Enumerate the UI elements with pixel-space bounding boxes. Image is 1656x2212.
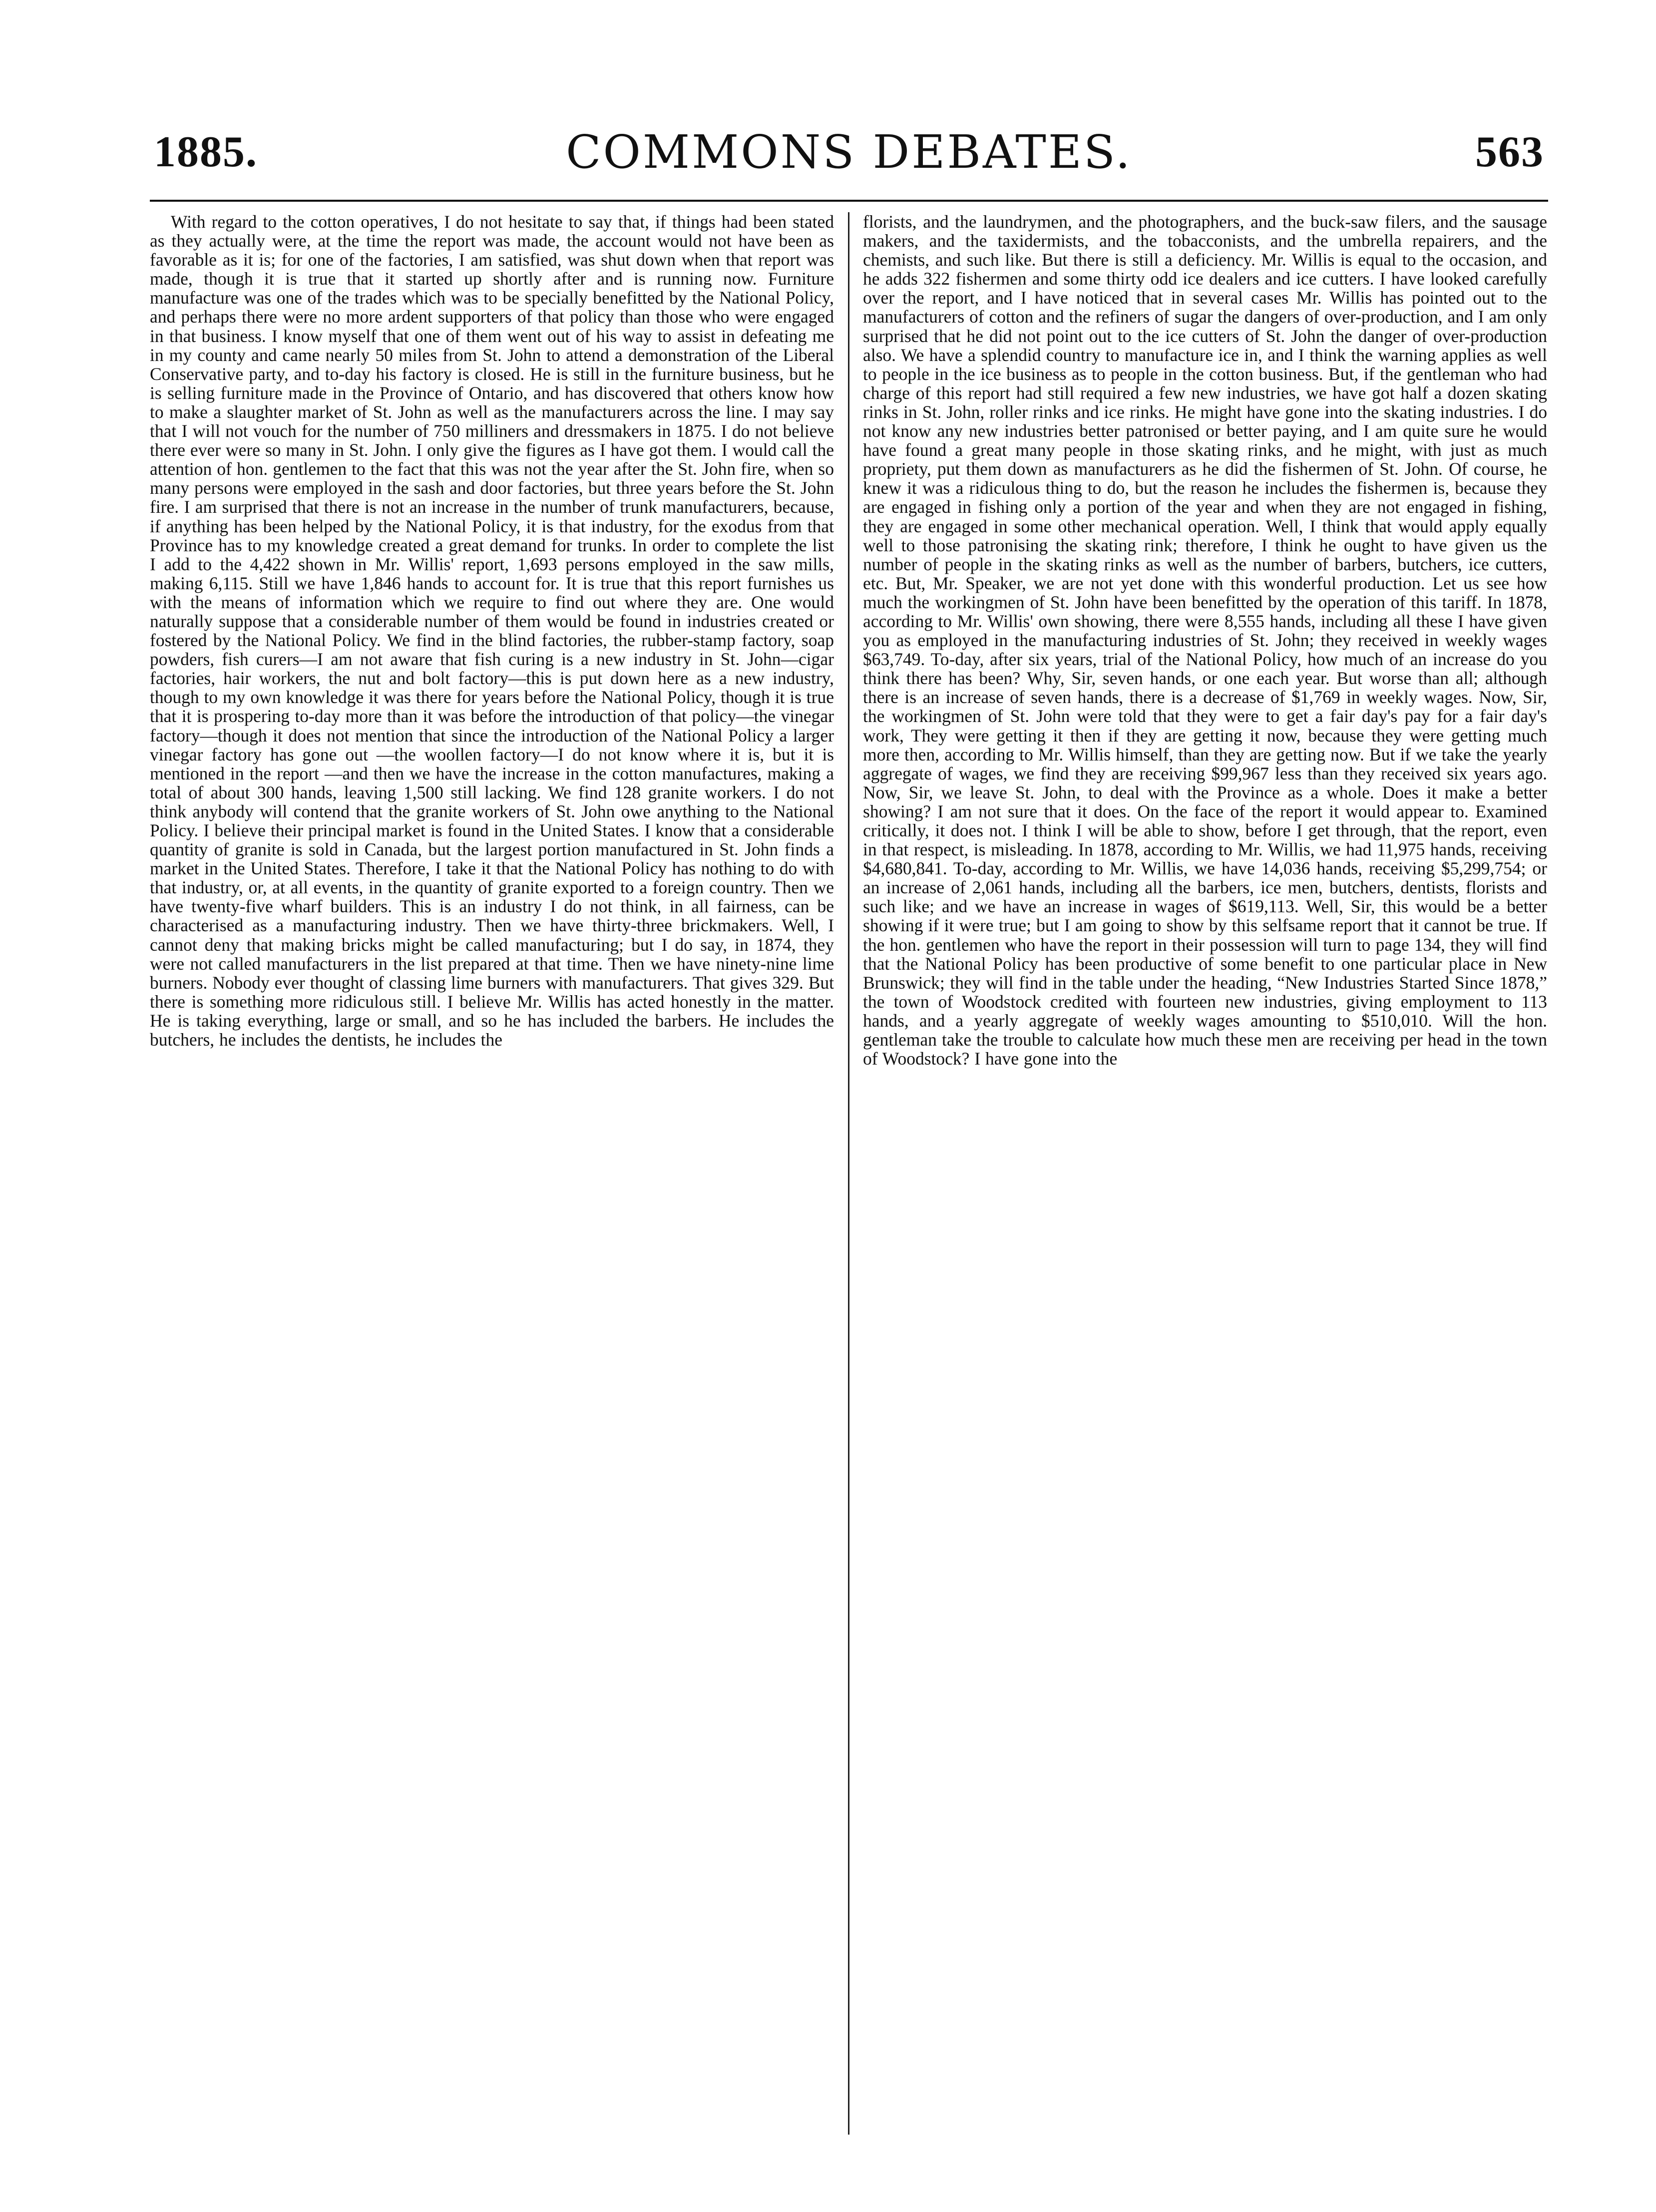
page-header — [150, 125, 1548, 185]
header-title: COMMONS DEBATES. — [566, 125, 1132, 179]
header-page-number: 563 — [1475, 128, 1544, 176]
page — [150, 125, 1548, 2142]
column-divider — [848, 212, 849, 2135]
text-column-left — [150, 212, 834, 2135]
header-year: 1885. — [154, 128, 258, 176]
column-left-text: With regard to the cotton operatives, I do not hesitate to say that, if things had been stated as they actually were, at the time the report was made, the account would not have been as favorable as it is; for one of the factories, I am satisfied, was shut down when that report was made, though it is true that it started up shortly after and is running now. Furniture manufacture was one of the trades which was to be specially benefitted by the National Policy, and perhaps there were no more ardent supporters of that policy than those who were engaged in that business. I know myself that one of them went out of his way to assist in defeating me in my county and came nearly 50 miles from St. John to attend a demonstration of the Liberal Conservative party, and to-day his factory is closed. He is still in the furniture business, but he is selling furniture made in the Province of Ontario, and has discovered that others know how to make a slaughter market of St. John as well as the manufacturers across the line. I may say that I will not vouch for the number of 750 milliners and dressmakers in 1875. I do not believe there ever were so many in St. John. I only give the figures as I have got them. I would call the attention of hon. gentlemen to the fact that this was not the year after the St. John fire, when so many persons were employed in the sash and door factories, but three years before the St. John fire. I am surprised that there is not an increase in the number of trunk manufacturers, because, if anything has been helped by the National Policy, it is that industry, for the exodus from that Province has to my knowledge created a great demand for trunks. In order to complete the list I add to the 4,422 shown in Mr. Willis' report, 1,693 persons employed in the saw mills, making 6,115. Still we have 1,846 hands to account for. It is true that this report furnishes us with the means of information which we require to find out where they are. One would naturally suppose that a considerable number of them would be found in industries created or fostered by the National Policy. We find in the blind factories, the rubber-stamp factory, soap powders, fish curers—I am not aware that fish curing is a new industry in St. John—cigar factories, hair workers, the nut and bolt factory—this is put down here as a new industry, though to my own knowledge it was there for years before the National Policy, though it is true that it is prospering to-day more than it was before the introduction of that policy—the vinegar factory—though it does not mention that since the introduction of the National Policy a larger vinegar factory has gone out —the woollen factory—I do not know where it is, but it is mentioned in the report —and then we have the increase in the cotton manufactures, making a total of about 300 hands, leaving 1,500 still lacking. We find 128 granite workers. I do not think anybody will contend that the granite workers of St. John owe anything to the National Policy. I believe their principal market is found in the United States. I know that a considerable quantity of granite is sold in Canada, but the largest portion manufactured in St. John finds a market in the United States. Therefore, I take it that the National Policy has nothing to do with that industry, or, at all events, in the quantity of granite exported to a foreign country. Then we have twenty-five wharf builders. This is an industry I do not think, in all fairness, can be characterised as a manufacturing industry. Then we have thirty-three brickmakers. Well, I cannot deny that making bricks might be called manufacturing; but I do say, in 1874, they were not called manufacturers in the list prepared at that time. Then we have ninety-nine lime burners. Nobody ever thought of classing lime burners with manufacturers. That gives 329. But there is something more ridiculous still. I believe Mr. Willis has acted honestly in the matter. He is taking everything, large or small, and so he has included the barbers. He includes the butchers, he includes the dentists, he includes the — [150, 212, 834, 1050]
column-right-text: florists, and the laundrymen, and the photographers, and the buck-saw filers, and the sausage makers, and the taxidermists, and the tobacconists, and the umbrella repairers, and the chemists, and such like. But there is still a deficiency. Mr. Willis is equal to the occasion, and he adds 322 fishermen and some thirty odd ice dealers and ice cutters. I have looked carefully over the report, and I have noticed that in several cases Mr. Willis has pointed out to the manufacturers of cotton and the refiners of sugar the dangers of over-production, and I am only surprised that he did not point out to the ice cutters of St. John the danger of over-production also. We have a splendid country to manufacture ice in, and I think the warning applies as well to people in the ice business as to people in the cotton business. But, if the gentleman who had charge of this report had still required a few new industries, we have got half a dozen skating rinks in St. John, roller rinks and ice rinks. He might have gone into the skating industries. I do not know any new industries better patronised or better paying, and I am quite sure he would have found a great many people in those skating rinks, and he might, with just as much propriety, put them down as manufacturers as he did the fishermen of St. John. Of course, he knew it was a ridiculous thing to do, but the reason he includes the fishermen is, because they are engaged in fishing only a portion of the year and when they are not engaged in fishing, they are engaged in some other mechanical operation. Well, I think that would apply equally well to those patronising the skating rink; therefore, I think he ought to have given us the number of people in the skating rinks as well as the number of barbers, butchers, ice cutters, etc. But, Mr. Speaker, we are not yet done with this wonderful production. Let us see how much the workingmen of St. John have been benefitted by the operation of this tariff. In 1878, according to Mr. Willis' own showing, there were 8,555 hands, including all these I have given you as employed in the manufacturing industries of St. John; they received in weekly wages $63,749. To-day, after six years, trial of the National Policy, how much of an increase do you think there has been? Why, Sir, seven hands, or one each year. But worse than all; although there is an increase of seven hands, there is a decrease of $1,769 in weekly wages. Now, Sir, the workingmen of St. John were told that they were to get a fair day's pay for a fair day's work, They were getting it then if they are getting it now, because they were getting much more then, according to Mr. Willis himself, than they are getting now. But if we take the yearly aggregate of wages, we find they are receiving $99,967 less than they received six years ago. Now, Sir, we leave St. John, to deal with the Province as a whole. Does it make a better showing? I am not sure that it does. On the face of the report it would appear to. Examined critically, it does not. I think I will be able to show, before I get through, that the report, even in that respect, is misleading. In 1878, according to Mr. Willis, we had 11,975 hands, receiving $4,680,841. To-day, according to Mr. Willis, we have 14,036 hands, receiving $5,299,754; or an increase of 2,061 hands, including all the barbers, ice men, butchers, dentists, florists and such like; and we have an increase in wages of $619,113. Well, Sir, this would be a better showing if it were true; but I am going to show by this selfsame report that it cannot be true. If the hon. gentlemen who have the report in their possession will turn to page 134, they will find that the National Policy has been productive of some benefit to one particular place in New Brunswick; they will find in the table under the heading, “New Industries Started Since 1878,” the town of Woodstock credited with fourteen new industries, giving employment to 113 hands, and a yearly aggregate of weekly wages amounting to $510,010. Will the hon. gentleman take the trouble to calculate how much these men are receiving per head in the town of Woodstock? I have gone into the — [863, 212, 1547, 1069]
header-rule — [150, 200, 1548, 202]
text-column-right — [863, 212, 1547, 2135]
